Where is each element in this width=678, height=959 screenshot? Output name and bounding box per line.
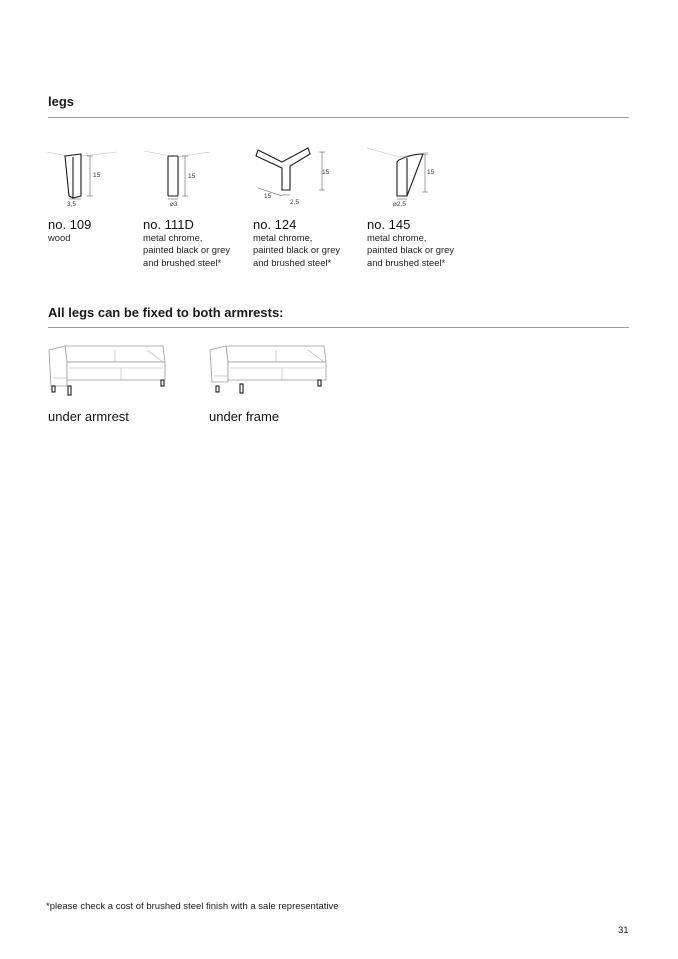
leg-124-desc — [253, 232, 340, 269]
leg-111d-drawing — [142, 140, 222, 210]
leg-145-desc — [367, 232, 454, 269]
leg-124-title: no. 124 — [253, 217, 297, 232]
leg-124-desc-line: painted black or grey — [253, 244, 341, 256]
leg-109-desc — [48, 232, 70, 244]
leg-109-height: 15 — [93, 172, 101, 179]
leg-145-title: no. 145 — [367, 217, 411, 232]
sofa-under-armrest-drawing — [47, 340, 172, 400]
under-armrest-label: under armrest — [48, 409, 129, 424]
leg-124-width: 2,5 — [290, 199, 300, 206]
leg-111d-width: ⌀3 — [170, 201, 178, 208]
page-number: 31 — [618, 925, 629, 936]
leg-111d-title: no. 111D — [143, 217, 194, 232]
leg-124-desc-line: and brushed steel* — [253, 256, 332, 268]
leg-109-drawing — [45, 140, 125, 210]
leg-145-drawing — [365, 140, 445, 210]
leg-124-length: 15 — [264, 193, 272, 200]
armrests-divider — [48, 327, 629, 328]
leg-145-desc-line: painted black or grey — [367, 244, 455, 256]
leg-124-drawing — [252, 140, 342, 210]
leg-145-height: 15 — [427, 169, 435, 176]
armrests-heading: All legs can be fixed to both armrests: — [48, 305, 284, 320]
leg-111d-desc-line: and brushed steel* — [143, 256, 222, 268]
legs-heading: legs — [48, 94, 75, 109]
legs-divider — [48, 117, 629, 118]
leg-111d-desc-line: metal chrome, — [143, 232, 203, 243]
leg-111d-height: 15 — [188, 173, 196, 180]
leg-109-title: no. 109 — [48, 217, 92, 232]
sofa-under-frame-drawing — [208, 340, 333, 400]
leg-111d-desc-line: painted black or grey — [143, 244, 231, 256]
under-frame-label: under frame — [209, 409, 280, 424]
footnote: *please check a cost of brushed steel finish with a sale representative — [46, 901, 339, 912]
leg-145-desc-line: metal chrome, — [367, 232, 427, 243]
leg-109-desc-line: wood — [48, 232, 71, 243]
leg-109-width: 3,5 — [67, 201, 77, 208]
leg-124-desc-line: metal chrome, — [253, 232, 313, 243]
leg-145-width: ⌀2,5 — [393, 201, 406, 208]
leg-145-desc-line: and brushed steel* — [367, 256, 446, 268]
leg-111d-desc — [143, 232, 230, 269]
leg-124-height: 15 — [322, 169, 330, 176]
